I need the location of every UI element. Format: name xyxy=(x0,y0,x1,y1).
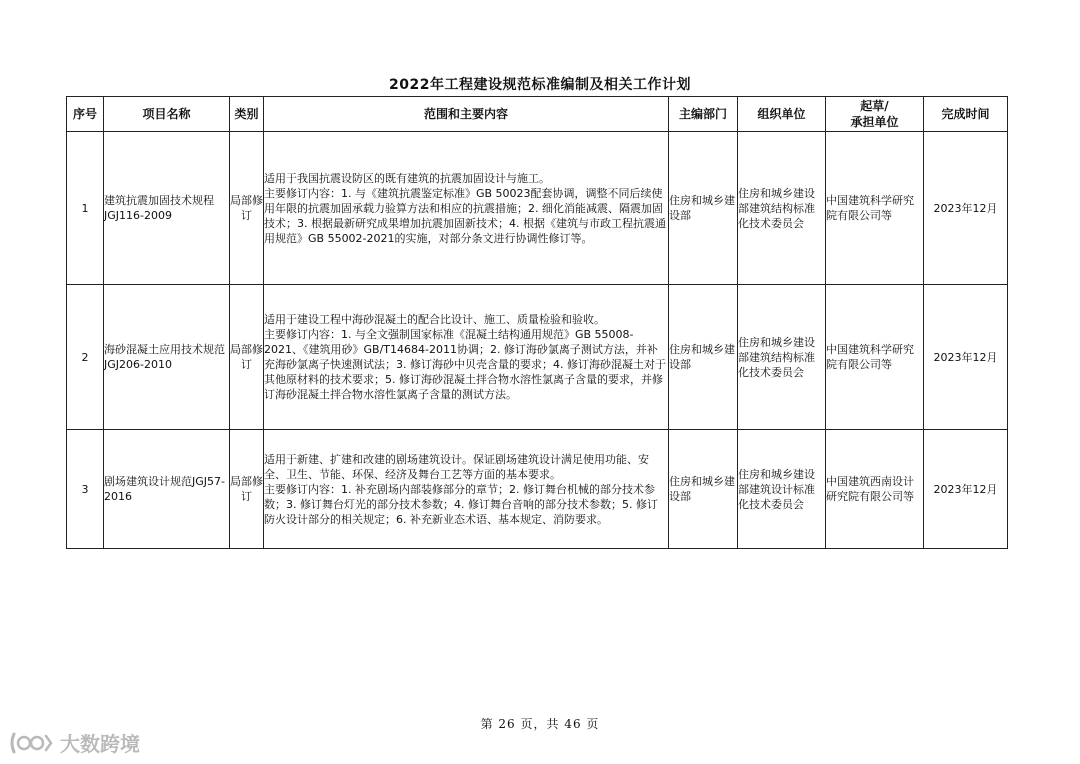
row-org: 住房和城乡建设部建筑结构标准化技术委员会 xyxy=(738,285,826,430)
page-number: 第 26 页，共 46 页 xyxy=(480,717,600,731)
row-draft-unit: 中国建筑西南设计研究院有限公司等 xyxy=(826,430,924,549)
table-row xyxy=(67,285,1008,430)
row-org: 住房和城乡建设部建筑设计标准化技术委员会 xyxy=(738,430,826,549)
watermark-text: 大数跨境 xyxy=(60,732,140,756)
header-num: 序号 xyxy=(67,97,104,132)
row-num: 1 xyxy=(67,132,104,285)
row-category: 局部修订 xyxy=(230,132,264,285)
row-project-name: 建筑抗震加固技术规程JGJ116-2009 xyxy=(104,132,230,285)
row-scope: 适用于我国抗震设防区的既有建筑的抗震加固设计与施工。 主要修订内容：1. 与《建筑抗震鉴定标准》GB 50023配套协调，调整不同后续使用年限的抗震加固承载力验算方法和相应的抗震措施；2. 细化消能减震、隔震加固技术；3. 根据最新研究成果增加抗震加固新技术；4. 根据《建筑与市政工程抗震通用规范》GB 55002-2021的实施，对部分条文进行协调性修订等。 xyxy=(264,132,669,285)
header-date: 完成时间 xyxy=(924,97,1008,132)
row-category: 局部修订 xyxy=(230,430,264,549)
table-header-row xyxy=(67,97,1008,132)
row-date: 2023年12月 xyxy=(924,285,1008,430)
row-scope: 适用于建设工程中海砂混凝土的配合比设计、施工、质量检验和验收。 主要修订内容：1. 与全文强制国家标准《混凝土结构通用规范》GB 55008-2021、《建筑用砂》GB/T14684-2011协调；2. 修订海砂氯离子测试方法，并补充海砂氯离子快速测试法；3. 修订海砂中贝壳含量的要求；4. 修订海砂混凝土对于其他原材料的技术要求；5. 修订海砂混凝土拌合物水溶性氯离子含量的要求，并修订海砂混凝土拌合物水溶性氯离子含量的测试方法。 xyxy=(264,285,669,430)
row-category: 局部修订 xyxy=(230,285,264,430)
header-category: 类别 xyxy=(230,97,264,132)
row-draft-unit: 中国建筑科学研究院有限公司等 xyxy=(826,132,924,285)
row-date: 2023年12月 xyxy=(924,430,1008,549)
row-scope: 适用于新建、扩建和改建的剧场建筑设计。保证剧场建筑设计满足使用功能、安全、卫生、节能、环保、经济及舞台工艺等方面的基本要求。 主要修订内容：1. 补充剧场内部装修部分的章节；2. 修订舞台机械的部分技术参数；3. 修订舞台灯光的部分技术参数；4. 修订舞台音响的部分技术参数；5. 修订防火设计部分的相关规定；6. 补充新业态术语、基本规定、消防要求。 xyxy=(264,430,669,549)
document-title: 2022年工程建设规范标准编制及相关工作计划 xyxy=(389,77,691,93)
watermark xyxy=(8,728,140,757)
row-project-name: 海砂混凝土应用技术规范JGJ206-2010 xyxy=(104,285,230,430)
header-name: 项目名称 xyxy=(104,97,230,132)
header-org: 组织单位 xyxy=(738,97,826,132)
header-draft-line2: 承担单位 xyxy=(850,115,899,129)
work-plan-table xyxy=(66,96,1008,549)
row-date: 2023年12月 xyxy=(924,132,1008,285)
row-num: 3 xyxy=(67,430,104,549)
table-row xyxy=(67,132,1008,285)
brand-logo-icon xyxy=(8,730,54,756)
row-num: 2 xyxy=(67,285,104,430)
header-draft xyxy=(826,97,924,132)
header-draft-line1: 起草/ xyxy=(860,99,889,113)
row-dept: 住房和城乡建设部 xyxy=(669,132,738,285)
header-dept: 主编部门 xyxy=(669,97,738,132)
row-project-name: 剧场建筑设计规范JGJ57-2016 xyxy=(104,430,230,549)
row-dept: 住房和城乡建设部 xyxy=(669,430,738,549)
row-org: 住房和城乡建设部建筑结构标准化技术委员会 xyxy=(738,132,826,285)
row-dept: 住房和城乡建设部 xyxy=(669,285,738,430)
row-draft-unit: 中国建筑科学研究院有限公司等 xyxy=(826,285,924,430)
table-row xyxy=(67,430,1008,549)
header-scope: 范围和主要内容 xyxy=(264,97,669,132)
